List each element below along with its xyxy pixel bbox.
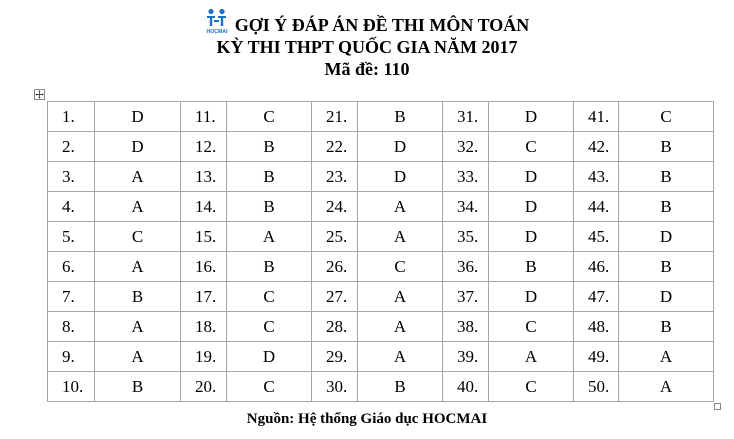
question-number-cell: 23. [312, 162, 358, 192]
answer-cell: B [619, 162, 714, 192]
question-number-cell: 24. [312, 192, 358, 222]
question-number-cell: 26. [312, 252, 358, 282]
answer-cell: D [489, 282, 574, 312]
question-number-cell: 37. [443, 282, 489, 312]
answer-cell: D [358, 162, 443, 192]
answer-cell: A [358, 222, 443, 252]
answer-cell: A [358, 192, 443, 222]
question-number-cell: 16. [181, 252, 227, 282]
source-note: Nguồn: Hệ thống Giáo dục HOCMAI [246, 411, 488, 427]
table-resize-handle-icon[interactable] [714, 403, 721, 410]
question-number-cell: 1. [48, 102, 95, 132]
question-number-cell: 38. [443, 312, 489, 342]
answer-cell: C [227, 312, 312, 342]
question-number-cell: 10. [48, 372, 95, 402]
logo-text: HOCMAI [206, 29, 228, 34]
question-number-cell: 8. [48, 312, 95, 342]
question-number-cell: 41. [574, 102, 619, 132]
answer-table [47, 101, 714, 402]
answer-cell: B [619, 312, 714, 342]
answer-cell: B [619, 132, 714, 162]
question-number-cell: 46. [574, 252, 619, 282]
answer-cell: A [489, 342, 574, 372]
question-number-cell: 44. [574, 192, 619, 222]
question-number-cell: 17. [181, 282, 227, 312]
question-number-cell: 47. [574, 282, 619, 312]
question-number-cell: 21. [312, 102, 358, 132]
answer-cell: B [619, 252, 714, 282]
question-number-cell: 20. [181, 372, 227, 402]
question-number-cell: 42. [574, 132, 619, 162]
question-number-cell: 25. [312, 222, 358, 252]
title-row [0, 14, 734, 36]
question-number-cell: 39. [443, 342, 489, 372]
question-number-cell: 27. [312, 282, 358, 312]
answer-cell: A [358, 282, 443, 312]
hocmai-logo [205, 8, 229, 34]
answer-cell: D [95, 132, 181, 162]
table-row [48, 282, 714, 312]
question-number-cell: 34. [443, 192, 489, 222]
answer-cell: C [227, 282, 312, 312]
answer-cell: B [619, 192, 714, 222]
question-number-cell: 7. [48, 282, 95, 312]
table-row [48, 132, 714, 162]
question-number-cell: 11. [181, 102, 227, 132]
answer-cell: C [489, 312, 574, 342]
answer-cell: C [358, 252, 443, 282]
question-number-cell: 45. [574, 222, 619, 252]
table-row [48, 342, 714, 372]
question-number-cell: 30. [312, 372, 358, 402]
answer-cell: A [95, 192, 181, 222]
question-number-cell: 48. [574, 312, 619, 342]
table-row [48, 372, 714, 402]
question-number-cell: 32. [443, 132, 489, 162]
answer-cell: D [227, 342, 312, 372]
table-row [48, 222, 714, 252]
question-number-cell: 35. [443, 222, 489, 252]
answer-cell: B [227, 192, 312, 222]
answer-cell: A [358, 312, 443, 342]
question-number-cell: 13. [181, 162, 227, 192]
answer-cell: A [358, 342, 443, 372]
question-number-cell: 19. [181, 342, 227, 372]
table-row [48, 312, 714, 342]
question-number-cell: 36. [443, 252, 489, 282]
answer-cell: A [619, 342, 714, 372]
answer-cell: B [227, 162, 312, 192]
exam-code: Mã đề: 110 [324, 59, 410, 79]
question-number-cell: 6. [48, 252, 95, 282]
answer-cell: D [489, 162, 574, 192]
question-number-cell: 18. [181, 312, 227, 342]
answer-cell: C [619, 102, 714, 132]
question-number-cell: 14. [181, 192, 227, 222]
answer-cell: A [95, 162, 181, 192]
answer-cell: D [95, 102, 181, 132]
answer-cell: A [227, 222, 312, 252]
answer-cell: C [489, 372, 574, 402]
answer-cell: C [95, 222, 181, 252]
answer-cell: A [95, 342, 181, 372]
table-row [48, 192, 714, 222]
answer-cell: B [489, 252, 574, 282]
answer-cell: C [227, 102, 312, 132]
document-header [0, 14, 734, 80]
answer-cell: A [619, 372, 714, 402]
question-number-cell: 3. [48, 162, 95, 192]
answer-cell: C [227, 372, 312, 402]
question-number-cell: 5. [48, 222, 95, 252]
table-row [48, 162, 714, 192]
question-number-cell: 40. [443, 372, 489, 402]
answer-cell: D [489, 222, 574, 252]
question-number-cell: 31. [443, 102, 489, 132]
question-number-cell: 9. [48, 342, 95, 372]
document-subtitle: KỲ THI THPT QUỐC GIA NĂM 2017 [216, 37, 518, 57]
answer-cell: D [489, 192, 574, 222]
table-row [48, 252, 714, 282]
table-row [48, 102, 714, 132]
question-number-cell: 15. [181, 222, 227, 252]
answer-cell: B [95, 282, 181, 312]
table-move-handle-icon[interactable] [34, 89, 45, 100]
answer-cell: A [95, 312, 181, 342]
question-number-cell: 49. [574, 342, 619, 372]
question-number-cell: 29. [312, 342, 358, 372]
answer-cell: B [227, 252, 312, 282]
answer-cell: B [358, 102, 443, 132]
question-number-cell: 2. [48, 132, 95, 162]
answer-cell: B [227, 132, 312, 162]
question-number-cell: 50. [574, 372, 619, 402]
document-title: GỢI Ý ĐÁP ÁN ĐỀ THI MÔN TOÁN [234, 15, 530, 35]
answer-cell: C [489, 132, 574, 162]
question-number-cell: 12. [181, 132, 227, 162]
question-number-cell: 28. [312, 312, 358, 342]
answer-cell: D [358, 132, 443, 162]
answer-cell: D [619, 282, 714, 312]
question-number-cell: 22. [312, 132, 358, 162]
answer-cell: D [619, 222, 714, 252]
question-number-cell: 43. [574, 162, 619, 192]
question-number-cell: 4. [48, 192, 95, 222]
answer-cell: A [95, 252, 181, 282]
question-number-cell: 33. [443, 162, 489, 192]
answer-cell: B [358, 372, 443, 402]
answer-cell: D [489, 102, 574, 132]
answer-cell: B [95, 372, 181, 402]
